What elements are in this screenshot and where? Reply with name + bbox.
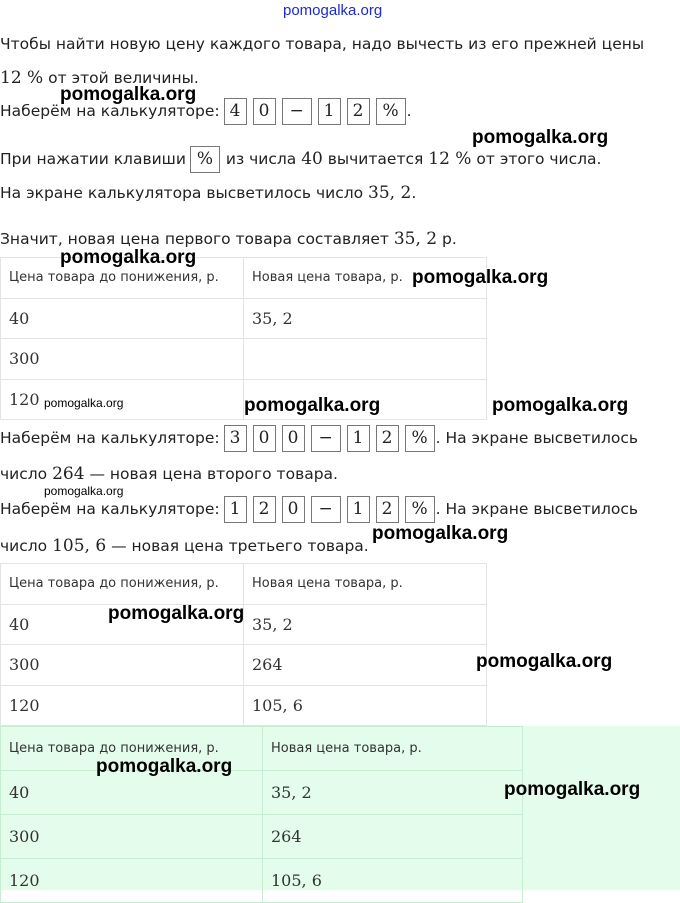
step6-prefix: Наберём на калькуляторе: <box>0 500 220 518</box>
step5-keys <box>224 425 436 452</box>
cell-old-price: 40 <box>1 604 244 645</box>
cell-new-price: 35, 2 <box>263 771 523 815</box>
step5-suffix: . На экране высветилось <box>435 429 639 447</box>
key-1: 1 <box>347 425 370 452</box>
step2-mid: из числа <box>220 150 302 168</box>
step6-num: 105, 6 <box>52 536 107 556</box>
key-minus: − <box>282 98 312 125</box>
table-row <box>1 339 487 380</box>
key-0: 0 <box>253 425 276 452</box>
cell-old-price: 40 <box>1 771 263 815</box>
watermark: pomogalka.org <box>44 484 124 498</box>
cell-old-price: 120 <box>1 685 244 726</box>
header-new-price: Новая цена товара, р. <box>263 727 523 771</box>
table-header-row <box>1 727 523 771</box>
key-percent: % <box>376 98 406 125</box>
step2-num: 40 <box>301 149 323 169</box>
watermark: pomogalka.org <box>492 395 629 416</box>
watermark: pomogalka.org <box>60 247 197 268</box>
key-3: 3 <box>224 425 247 452</box>
step5-num: 264 <box>52 464 85 484</box>
intro-line-1: Чтобы найти новую цену каждого товара, надо вычесть из его прежней цены <box>0 35 645 53</box>
watermark: pomogalka.org <box>372 523 509 544</box>
step1-suffix: . <box>406 102 412 120</box>
cell-new-price: 264 <box>244 645 487 686</box>
price-table-2 <box>0 563 487 726</box>
intro-percent: 12 % <box>0 68 44 88</box>
step1-keys <box>224 98 407 125</box>
watermark: pomogalka.org <box>244 395 381 416</box>
key-minus: − <box>311 496 341 523</box>
step5-line2-prefix: число <box>0 465 53 483</box>
step2-suffix: от этого числа. <box>471 150 602 168</box>
watermark: pomogalka.org <box>504 779 641 800</box>
watermark: pomogalka.org <box>472 127 609 148</box>
cell-new-price: 35, 2 <box>244 298 487 339</box>
step5-line-2 <box>0 462 338 486</box>
step3-num: 35, 2 <box>368 183 412 203</box>
cell-old-price: 300 <box>1 645 244 686</box>
header-old-price: Цена товара до понижения, р. <box>1 564 244 605</box>
key-percent: % <box>405 425 435 452</box>
step6-line2-prefix: число <box>0 537 53 555</box>
step6-suffix: . На экране высветилось <box>435 500 639 518</box>
key-2: 2 <box>376 496 399 523</box>
step2-prefix: При нажатии клавиши <box>0 150 186 168</box>
cell-old-price: 300 <box>1 339 244 380</box>
key-minus: − <box>311 425 341 452</box>
answer-table <box>0 726 523 903</box>
watermark: pomogalka.org <box>44 396 124 410</box>
table-header-row <box>1 564 487 605</box>
key-4: 4 <box>224 98 247 125</box>
header-new-price: Новая цена товара, р. <box>244 564 487 605</box>
watermark: pomogalka.org <box>96 756 233 777</box>
header-new-price: Новая цена товара, р. <box>244 258 487 299</box>
step6-line <box>0 496 638 523</box>
cell-new-price: 35, 2 <box>244 604 487 645</box>
watermark: pomogalka.org <box>412 267 549 288</box>
intro-rest: от этой величины. <box>43 69 199 87</box>
key-1: 1 <box>318 98 341 125</box>
header-old-price: Цена товара до понижения, р. <box>1 727 263 771</box>
cell-old-price: 300 <box>1 815 263 859</box>
watermark: pomogalka.org <box>476 651 613 672</box>
key-percent: % <box>190 146 220 173</box>
key-0: 0 <box>253 98 276 125</box>
key-percent: % <box>405 496 435 523</box>
cell-old-price: 40 <box>1 298 244 339</box>
key-0: 0 <box>282 425 305 452</box>
watermark: pomogalka.org <box>108 603 245 624</box>
step2-keys <box>190 146 221 173</box>
step2-pct: 12 % <box>428 149 472 169</box>
cell-old-price: 120 <box>1 859 263 903</box>
table-row <box>1 815 523 859</box>
step6-keys <box>224 496 436 523</box>
step4-prefix: Значит, новая цена первого товара составляет <box>0 230 394 248</box>
cell-old-price: 120 <box>1 379 244 420</box>
step5-line <box>0 425 638 452</box>
step5-prefix: Наберём на калькуляторе: <box>0 429 220 447</box>
cell-new-price: 105, 6 <box>244 685 487 726</box>
cell-new-price: 264 <box>263 815 523 859</box>
cell-new-price: 105, 6 <box>263 859 523 903</box>
key-2: 2 <box>347 98 370 125</box>
table-row <box>1 859 523 903</box>
step1-prefix: Наберём на калькуляторе: <box>0 102 220 120</box>
key-1: 1 <box>224 496 247 523</box>
step3-line <box>0 181 416 205</box>
step3-suffix: . <box>411 184 417 202</box>
key-2: 2 <box>253 496 276 523</box>
step4-num: 35, 2 <box>393 229 438 249</box>
key-0: 0 <box>282 496 305 523</box>
step6-line2-suffix: — новая цена третьего товара. <box>106 537 369 555</box>
watermark-top[interactable]: pomogalka.org <box>283 2 383 19</box>
table-row <box>1 298 487 339</box>
cell-new-price <box>244 339 487 380</box>
step2-mid2: вычитается <box>322 150 429 168</box>
step5-line2-suffix: — новая цена второго товара. <box>84 465 338 483</box>
step6-line-2 <box>0 534 369 558</box>
table-row <box>1 685 487 726</box>
step3-prefix: На экране калькулятора высветилось число <box>0 184 369 202</box>
step4-suffix: р. <box>437 230 457 248</box>
header-old-price: Цена товара до понижения, р. <box>1 258 244 299</box>
watermark: pomogalka.org <box>60 84 197 105</box>
key-2: 2 <box>376 425 399 452</box>
table-row <box>1 645 487 686</box>
key-1: 1 <box>347 496 370 523</box>
step2-line <box>0 146 601 173</box>
table-row <box>1 771 523 815</box>
